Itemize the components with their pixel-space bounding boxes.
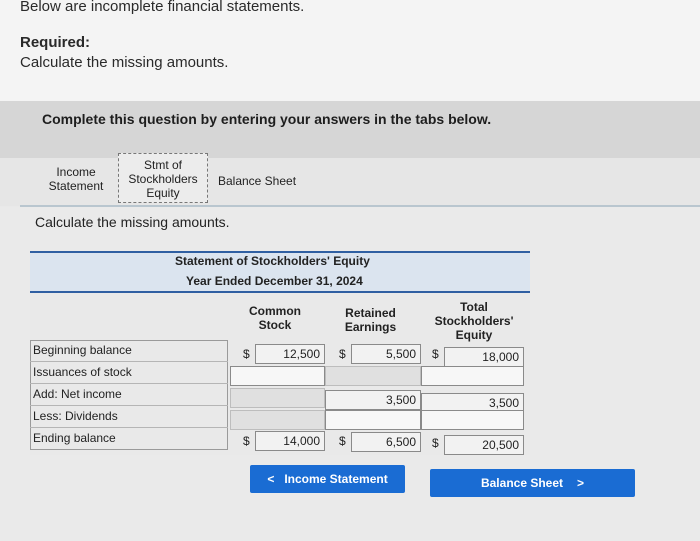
problem-header bbox=[0, 0, 700, 101]
prev-tab-button[interactable] bbox=[250, 465, 405, 493]
row-divider bbox=[30, 361, 228, 362]
currency-symbol: $ bbox=[243, 434, 250, 448]
row-label-net-income: Add: Net income bbox=[33, 387, 122, 401]
tab-label: Statement bbox=[48, 179, 104, 193]
column-header-line: Retained bbox=[345, 306, 396, 320]
tab-balance-sheet[interactable] bbox=[212, 174, 302, 188]
chevron-right-icon: > bbox=[577, 476, 585, 490]
statement-title: Statement of Stockholders' Equity bbox=[175, 254, 370, 268]
row-divider bbox=[30, 427, 228, 428]
column-header-line: Total bbox=[460, 300, 488, 314]
cell-net-income-total[interactable]: 3,500 bbox=[421, 393, 524, 413]
tab-income-statement[interactable] bbox=[36, 165, 116, 193]
cell-ending-common[interactable]: 14,000 bbox=[255, 431, 325, 451]
row-label-ending-balance: Ending balance bbox=[33, 431, 116, 445]
required-text: Calculate the missing amounts. bbox=[20, 54, 229, 71]
tab-stmt-stockholders-equity[interactable] bbox=[118, 153, 208, 203]
instruction-text: Calculate the missing amounts. bbox=[35, 214, 230, 230]
cell-beginning-total[interactable]: 18,000 bbox=[444, 347, 524, 367]
cell-beginning-retained[interactable]: 5,500 bbox=[351, 344, 421, 364]
currency-symbol: $ bbox=[432, 436, 439, 450]
question-banner bbox=[0, 101, 700, 158]
row-divider bbox=[30, 405, 228, 406]
column-header-line: Stockholders' bbox=[434, 314, 514, 328]
tab-label: Equity bbox=[146, 186, 180, 200]
column-header-common-stock bbox=[240, 304, 310, 332]
currency-symbol: $ bbox=[339, 434, 346, 448]
row-divider bbox=[30, 383, 228, 384]
currency-symbol: $ bbox=[432, 347, 439, 361]
row-label-dividends: Less: Dividends bbox=[33, 409, 118, 423]
row-label-issuances-of-stock: Issuances of stock bbox=[33, 365, 132, 379]
tab-label: Balance Sheet bbox=[217, 174, 297, 188]
column-header-line: Stock bbox=[258, 318, 292, 332]
next-tab-button[interactable] bbox=[430, 469, 635, 497]
tab-label: Stockholders bbox=[128, 172, 198, 186]
input-dividends-retained[interactable] bbox=[325, 410, 421, 430]
chevron-left-icon: < bbox=[267, 472, 275, 486]
input-dividends-total[interactable] bbox=[421, 410, 524, 430]
cell-dividends-common-disabled bbox=[230, 410, 325, 430]
row-label-beginning-balance: Beginning balance bbox=[33, 343, 132, 357]
input-issuances-total[interactable] bbox=[421, 366, 524, 386]
input-issuances-common[interactable] bbox=[230, 366, 325, 386]
cell-ending-total[interactable]: 20,500 bbox=[444, 435, 524, 455]
column-header-line: Earnings bbox=[344, 320, 397, 334]
tab-label: Stmt of bbox=[143, 158, 182, 172]
cell-ending-retained[interactable]: 6,500 bbox=[351, 432, 421, 452]
cell-net-income-retained[interactable]: 3,500 bbox=[325, 390, 421, 410]
column-header-line: Equity bbox=[455, 328, 493, 342]
cell-beginning-common[interactable]: 12,500 bbox=[255, 344, 325, 364]
column-header-line: Common bbox=[249, 304, 301, 318]
required-heading: Required: bbox=[20, 34, 91, 51]
currency-symbol: $ bbox=[339, 347, 346, 361]
intro-text: Below are incomplete financial statements. bbox=[20, 0, 305, 15]
tab-divider bbox=[20, 205, 700, 207]
currency-symbol: $ bbox=[243, 347, 250, 361]
cell-issuances-retained-disabled bbox=[325, 366, 421, 386]
complete-instruction: Complete this question by entering your answers in the tabs below. bbox=[42, 111, 492, 127]
statement-period: Year Ended December 31, 2024 bbox=[186, 274, 363, 288]
tab-label: Income bbox=[56, 165, 96, 179]
column-header-retained-earnings bbox=[333, 306, 408, 334]
column-header-total-equity bbox=[428, 300, 520, 342]
cell-net-income-common-disabled bbox=[230, 388, 325, 408]
next-button-label: Balance Sheet bbox=[480, 476, 564, 490]
prev-button-label: Income Statement bbox=[284, 472, 388, 486]
